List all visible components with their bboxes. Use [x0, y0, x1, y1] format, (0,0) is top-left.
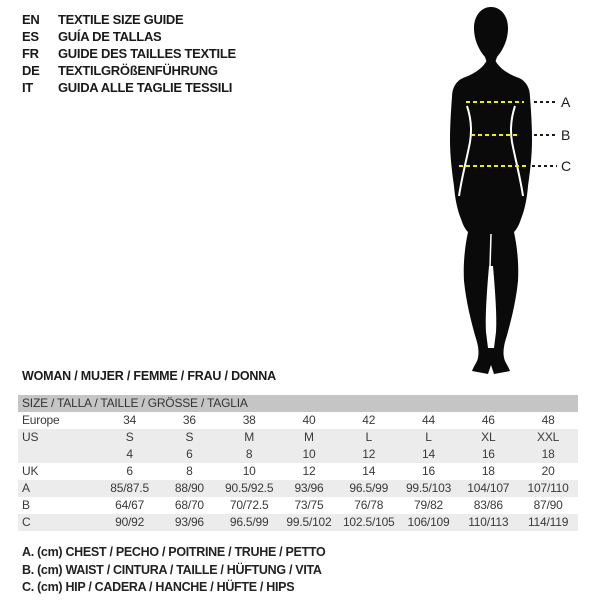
size-cell: 48 — [541, 413, 555, 427]
size-cell: 42 — [362, 413, 376, 427]
size-cell: 85/87.5 — [110, 481, 149, 495]
row-label — [18, 446, 100, 463]
language-title: TEXTILE SIZE GUIDE — [58, 12, 184, 27]
size-cell: 40 — [302, 413, 316, 427]
row-label: Europe — [22, 413, 60, 427]
legend-waist: B. (cm) WAIST / CINTURA / TAILLE / HÜFTUNG / VITA — [22, 562, 322, 577]
size-cell: 99.5/102 — [286, 515, 332, 529]
measure-label-b: B — [561, 127, 571, 143]
size-cell: 18 — [541, 447, 555, 461]
size-cell: L — [365, 430, 372, 444]
size-cell: 106/109 — [407, 515, 450, 529]
size-cell: 102.5/105 — [342, 515, 395, 529]
table-row-chest — [18, 480, 578, 497]
size-cell: 110/113 — [468, 515, 509, 529]
measure-label-c: C — [561, 158, 572, 174]
size-cell: 6 — [126, 464, 133, 478]
row-label: US — [22, 430, 39, 444]
size-cell: 99.5/103 — [405, 481, 452, 495]
size-cell: 14 — [422, 447, 435, 461]
size-cell: 10 — [242, 464, 256, 478]
size-cell: 16 — [422, 464, 435, 478]
language-row-fr — [22, 45, 236, 62]
size-cell: 20 — [541, 464, 555, 478]
language-code: EN — [22, 12, 40, 27]
size-cell: 10 — [302, 447, 316, 461]
legend-chest: A. (cm) CHEST / PECHO / POITRINE / TRUHE / PETTO — [22, 545, 326, 559]
size-cell: 34 — [123, 413, 137, 427]
language-title: GUÍA DE TALLAS — [58, 29, 162, 44]
language-code: FR — [22, 46, 39, 61]
language-code: ES — [22, 29, 39, 44]
size-cell: 90.5/92.5 — [225, 481, 274, 495]
size-cell: 4 — [126, 447, 133, 461]
table-header: SIZE / TALLA / TAILLE / GRÖSSE / TAGLIA — [18, 395, 578, 412]
measure-label-a: A — [561, 94, 571, 110]
size-cell: S — [125, 430, 134, 444]
language-code: DE — [22, 63, 40, 78]
size-cell: 38 — [242, 413, 256, 427]
size-cell: 18 — [481, 464, 495, 478]
row-label: A — [22, 481, 30, 495]
size-cell: 12 — [362, 447, 376, 461]
table-row-europe — [18, 412, 578, 429]
size-cell: 104/107 — [467, 481, 510, 495]
language-code: IT — [22, 80, 33, 95]
size-cell: XL — [481, 430, 496, 444]
language-title: GUIDE DES TAILLES TEXTILE — [58, 46, 236, 61]
upper-leg-separation — [490, 234, 491, 268]
language-title: GUIDA ALLE TAGLIE TESSILI — [58, 80, 233, 95]
size-cell: 68/70 — [174, 498, 204, 512]
size-cell: 83/86 — [473, 498, 503, 512]
size-cell: 73/75 — [294, 498, 324, 512]
row-label: UK — [22, 464, 39, 478]
size-cell: 16 — [481, 447, 495, 461]
woman-silhouette-figure — [400, 0, 600, 385]
size-cell: 70/72.5 — [229, 498, 269, 512]
language-title: TEXTILGRÖßENFÜHRUNG — [58, 63, 218, 78]
size-cell: 87/90 — [533, 498, 563, 512]
table-row-waist — [18, 497, 578, 514]
size-cell: 107/110 — [527, 481, 569, 495]
size-cell: 93/96 — [294, 481, 324, 495]
size-cell: 64/67 — [115, 498, 145, 512]
measurement-legend — [22, 544, 325, 597]
table-row-hip — [18, 514, 578, 531]
size-cell: M — [244, 430, 255, 444]
table-row-us-numeric — [18, 446, 578, 463]
row-label: B — [22, 498, 30, 512]
size-cell: 14 — [362, 464, 376, 478]
size-cell: 96.5/99 — [229, 515, 269, 529]
size-cell: 88/90 — [174, 481, 204, 495]
section-title-woman: WOMAN / MUJER / FEMME / FRAU / DONNA — [22, 369, 276, 383]
size-cell: 76/78 — [354, 498, 384, 512]
language-row-en — [22, 11, 236, 28]
language-row-it — [22, 79, 236, 96]
size-cell: M — [304, 430, 314, 444]
table-row-us — [18, 429, 578, 446]
table-row-uk — [18, 463, 578, 480]
size-cell: 79/82 — [414, 498, 444, 512]
language-title-list — [22, 11, 236, 96]
size-cell: 12 — [302, 464, 316, 478]
size-cell: 8 — [186, 464, 193, 478]
size-cell: 114/119 — [527, 515, 569, 529]
size-cell: XXL — [537, 430, 560, 444]
size-cell: 6 — [186, 447, 193, 461]
size-cell: S — [185, 430, 194, 444]
legend-hip: C. (cm) HIP / CADERA / HANCHE / HÜFTE / HIPS — [22, 580, 295, 594]
size-cell: 46 — [481, 413, 495, 427]
language-row-de — [22, 62, 236, 79]
size-cell: L — [425, 430, 432, 444]
size-table — [18, 395, 578, 531]
size-cell: 36 — [182, 413, 196, 427]
size-cell: 96.5/99 — [349, 481, 389, 495]
row-label: C — [22, 515, 31, 529]
size-cell: 8 — [245, 447, 253, 461]
size-cell: 90/92 — [115, 515, 145, 529]
size-cell: 93/96 — [174, 515, 204, 529]
size-cell: 44 — [422, 413, 435, 427]
language-row-es — [22, 28, 236, 45]
silhouette-head — [474, 7, 508, 66]
